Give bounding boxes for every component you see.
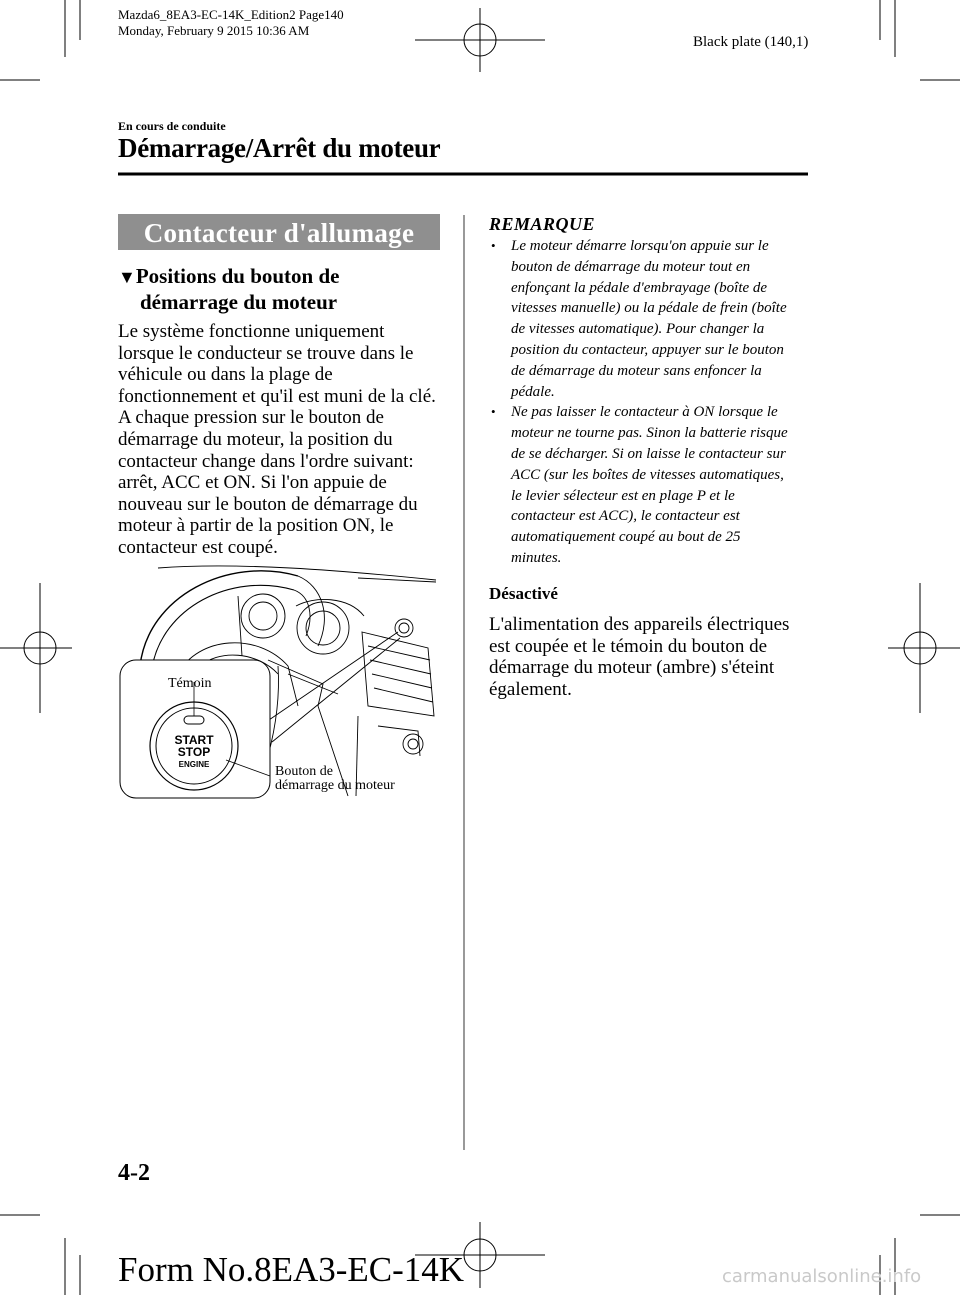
section-banner: Contacteur d'allumage <box>118 214 440 250</box>
note-item: • Le moteur démarre lorsqu'on appuie sur le bouton de démarrage du moteur tout en enfonçant la pédale d'embrayage (boîte de vitesses manuelle) ou la pédale de frein (boîte de vitesses automatique). Pour changer la position du contacteur, appuyer sur le bouton de démarrage du moteur sans enfoncer la pédale. <box>489 236 791 402</box>
date-info: Monday, February 9 2015 10:36 AM <box>118 23 310 38</box>
intro-paragraph: Le système fonctionne uniquement lorsque le conducteur se trouve dans le véhicule ou dans la plage de fonctionnement et qu'il est muni de la clé. A chaque pression sur le bouton de démarrage du moteur, la position du contacteur change dans l'ordre suivant: arrêt, ACC et ON. Si l'on appuie de nouveau sur le bouton de démarrage du moteur à partir de la position ON, le contacteur est coupé. <box>118 321 436 558</box>
dashboard-figure <box>118 556 436 802</box>
note-title: REMARQUE <box>489 214 596 234</box>
button-text-engine: ENGINE <box>178 760 210 769</box>
label-bouton-line-1: Bouton de <box>275 764 333 779</box>
desactive-text: L'alimentation des appareils électriques est coupée et le témoin du bouton de démarrage du moteur (ambre) s'éteint également. <box>489 614 790 700</box>
watermark: carmanualsonline.info <box>722 1266 922 1287</box>
subsection-line-2: démarrage du moteur <box>140 290 338 314</box>
label-temoin: Témoin <box>168 676 212 691</box>
triangle-down-icon: ▼ <box>118 267 136 287</box>
note-list <box>489 236 791 569</box>
file-info: Mazda6_8EA3-EC-14K_Edition2 Page140 <box>118 7 344 22</box>
page-title: Démarrage/Arrêt du moteur <box>118 133 441 163</box>
breadcrumb: En cours de conduite <box>118 119 226 133</box>
form-number: Form No.8EA3-EC-14K <box>118 1250 465 1289</box>
button-text-stop: STOP <box>177 745 211 759</box>
label-bouton-line-2: démarrage du moteur <box>275 778 395 793</box>
button-text-start: START <box>174 733 214 747</box>
page-number: 4-2 <box>118 1160 150 1186</box>
subsection-heading <box>118 264 448 315</box>
desactive-heading: Désactivé <box>489 584 558 603</box>
note-item: • Ne pas laisser le contacteur à ON lorsque le moteur ne tourne pas. Sinon la batterie risque de se décharger. Si on laisse le contacteur sur ACC (sur les boîtes de vitesses automatiques, le levier sélecteur est en plage P et le contacteur est ACC), le contacteur est automatiquement coupé au bout de 25 minutes. <box>489 402 791 568</box>
plate-info: Black plate (140,1) <box>693 34 809 50</box>
subsection-line-1: Positions du bouton de <box>135 264 340 288</box>
